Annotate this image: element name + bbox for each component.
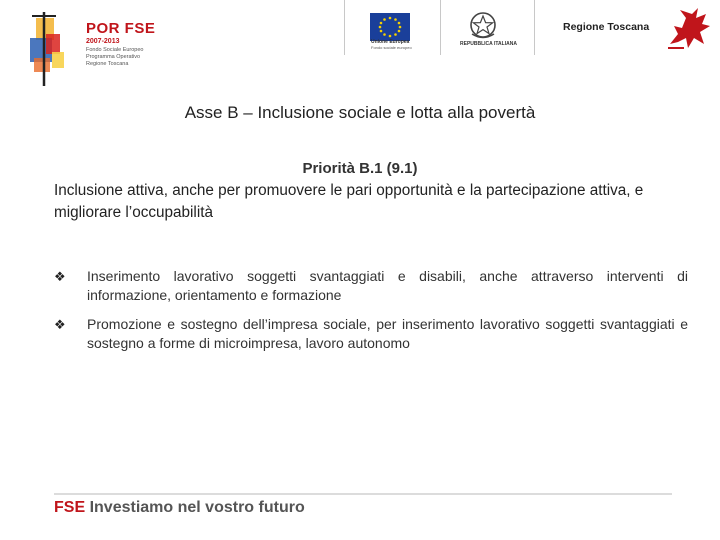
- footer-tagline-text: Investiamo nel vostro futuro: [89, 499, 305, 516]
- por-fse-line-2: Programma Operativo: [86, 54, 141, 60]
- header-divider: [534, 0, 535, 55]
- por-fse-line-3: Regione Toscana: [86, 61, 129, 67]
- footer-divider: [54, 493, 672, 495]
- diamond-bullet-icon: ❖: [54, 269, 66, 284]
- header-divider: [344, 0, 345, 55]
- list-item: [54, 315, 688, 353]
- por-fse-years: 2007-2013: [86, 38, 120, 45]
- por-fse-line-1: Fondo Sociale Europeo: [86, 47, 144, 53]
- footer-tagline: [54, 499, 305, 517]
- list-item: [54, 267, 688, 305]
- eu-caption: Unione Europea: [371, 39, 410, 45]
- footer-fse-label: FSE: [54, 499, 86, 516]
- eu-subcaption: Fondo sociale europeo: [371, 45, 412, 50]
- header-divider: [440, 0, 441, 55]
- diamond-bullet-icon: ❖: [54, 317, 66, 332]
- italian-republic-emblem-icon: [466, 10, 500, 42]
- regione-toscana-label: Regione Toscana: [563, 21, 650, 33]
- italy-caption: REPUBBLICA ITALIANA: [460, 41, 517, 47]
- list-item-text: Inserimento lavorativo soggetti svantaggiati e disabili, anche attraverso interventi di informazione, orientamento e formazione: [87, 268, 688, 303]
- header-logo-band: [0, 0, 720, 95]
- por-fse-title: POR FSE: [86, 20, 156, 37]
- page-title: Asse B – Inclusione sociale e lotta alla povertà: [184, 103, 536, 122]
- pegasus-logo-icon: [664, 4, 714, 52]
- list-item-text: Promozione e sostegno dell’impresa sociale, per inserimento lavorativo soggetti svantaggiati e sostegno a forme di microimpresa, lavoro autonomo: [87, 316, 688, 351]
- priority-description: Inclusione attiva, anche per promuovere le pari opportunità e la partecipazione attiva, e migliorare l’occupabilità: [54, 182, 644, 221]
- bullet-list: [54, 267, 688, 363]
- priority-heading: Priorità B.1 (9.1): [302, 160, 418, 177]
